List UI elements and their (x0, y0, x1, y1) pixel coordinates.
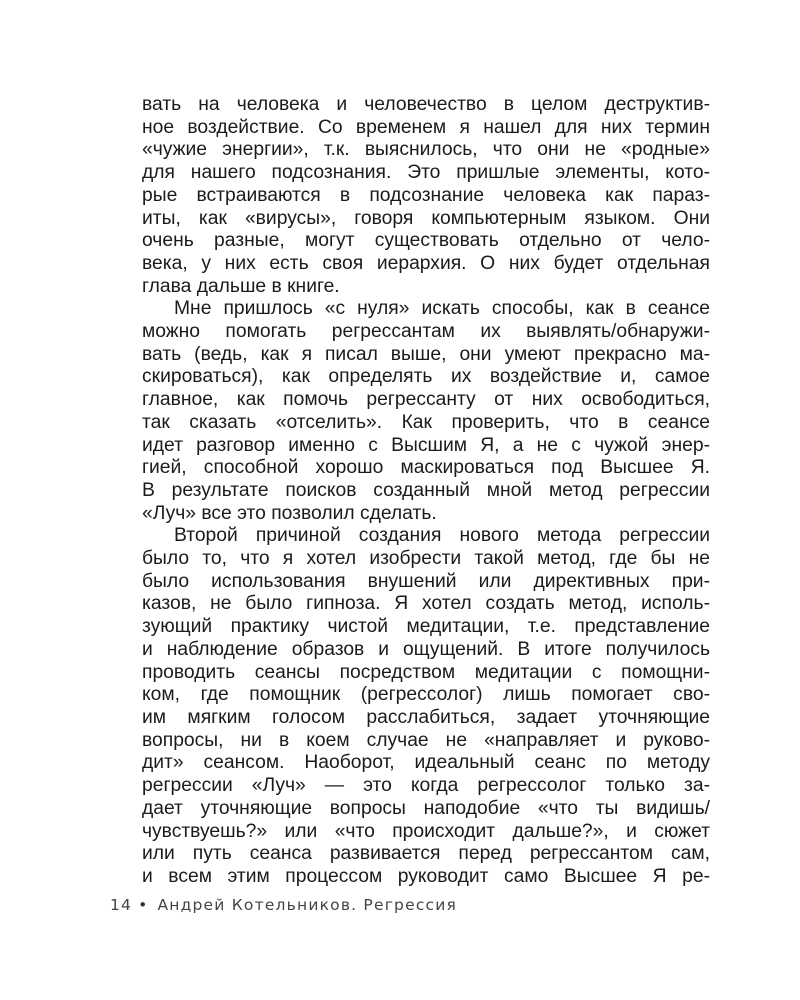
text-line: зующий практику чистой медитации, т.е. представление (142, 616, 710, 638)
page-number: 14 (110, 896, 133, 914)
body-text (142, 94, 710, 889)
text-line: Мне пришлось «с нуля» искать способы, как в сеансе (174, 298, 710, 320)
text-line: главное, как помочь регрессанту от них освободиться, (142, 389, 710, 411)
text-line: так сказать «отселить». Как проверить, что в сеансе (142, 411, 710, 433)
paragraph (142, 94, 710, 298)
text-line: рые встраиваются в подсознание человека как параз- (142, 184, 710, 206)
text-line: ное воздействие. Со временем я нашел для них термин (142, 116, 710, 138)
text-line: им мягким голосом расслабиться, задает уточняющие (142, 706, 710, 728)
running-title: Андрей Котельников. Регрессия (157, 896, 458, 914)
text-line: скироваться), как определять их воздействие и, самое (142, 366, 710, 388)
text-line: идет разговор именно с Высшим Я, а не с чужой энер- (142, 434, 710, 456)
text-line: «Луч» все это позволил сделать. (142, 502, 437, 524)
text-line: дает уточняющие вопросы наподобие «что ты видишь/ (142, 797, 710, 819)
text-line: вать на человека и человечество в целом деструктив- (142, 94, 710, 115)
text-line: вопросы, ни в коем случае не «направляет и руково- (142, 729, 710, 751)
text-line: и всем этим процессом руководит само Высшее Я ре- (142, 865, 710, 887)
text-line: В результате поисков созданный мной метод регрессии (142, 479, 710, 501)
text-line: ком, где помощник (регрессолог) лишь помогает сво- (142, 684, 710, 706)
text-line: проводить сеансы посредством медитации с помощни- (142, 661, 710, 683)
text-line: Второй причиной создания нового метода регрессии (174, 525, 710, 547)
footer-bullet: • (138, 896, 149, 914)
text-line: вать (ведь, как я писал выше, они умеют прекрасно ма- (142, 343, 710, 365)
text-line: гией, способной хорошо маскироваться под Высшее Я. (142, 457, 710, 479)
text-line: чувствуешь?» или «что происходит дальше?», и сюжет (142, 820, 710, 842)
paragraph (142, 298, 710, 525)
text-line: и наблюдение образов и ощущений. В итоге получилось (142, 638, 710, 660)
text-line: дит» сеансом. Наоборот, идеальный сеанс по методу (142, 752, 710, 774)
text-line: регрессии «Луч» — это когда регрессолог только за- (142, 775, 710, 797)
text-line: было использования внушений или директивных при- (142, 570, 710, 592)
text-line: глава дальше в книге. (142, 275, 340, 297)
text-line: или путь сеанса развивается перед регрессантом сам, (142, 843, 710, 865)
text-line: иты, как «вирусы», говоря компьютерным языком. Они (142, 207, 710, 229)
text-line: для нашего подсознания. Это пришлые элементы, кото- (142, 162, 710, 184)
text-line: казов, не было гипноза. Я хотел создать метод, исполь- (142, 593, 710, 615)
text-line: можно помогать регрессантам их выявлять/обнаружи- (142, 321, 710, 343)
paragraph (142, 525, 710, 888)
text-line: века, у них есть своя иерархия. О них будет отдельная (142, 252, 710, 274)
page-footer (110, 896, 457, 914)
text-line: очень разные, могут существовать отдельно от чело- (142, 230, 710, 252)
text-line: было то, что я хотел изобрести такой метод, где бы не (142, 548, 710, 570)
text-line: «чужие энергии», т.к. выяснилось, что они не «родные» (142, 139, 710, 161)
